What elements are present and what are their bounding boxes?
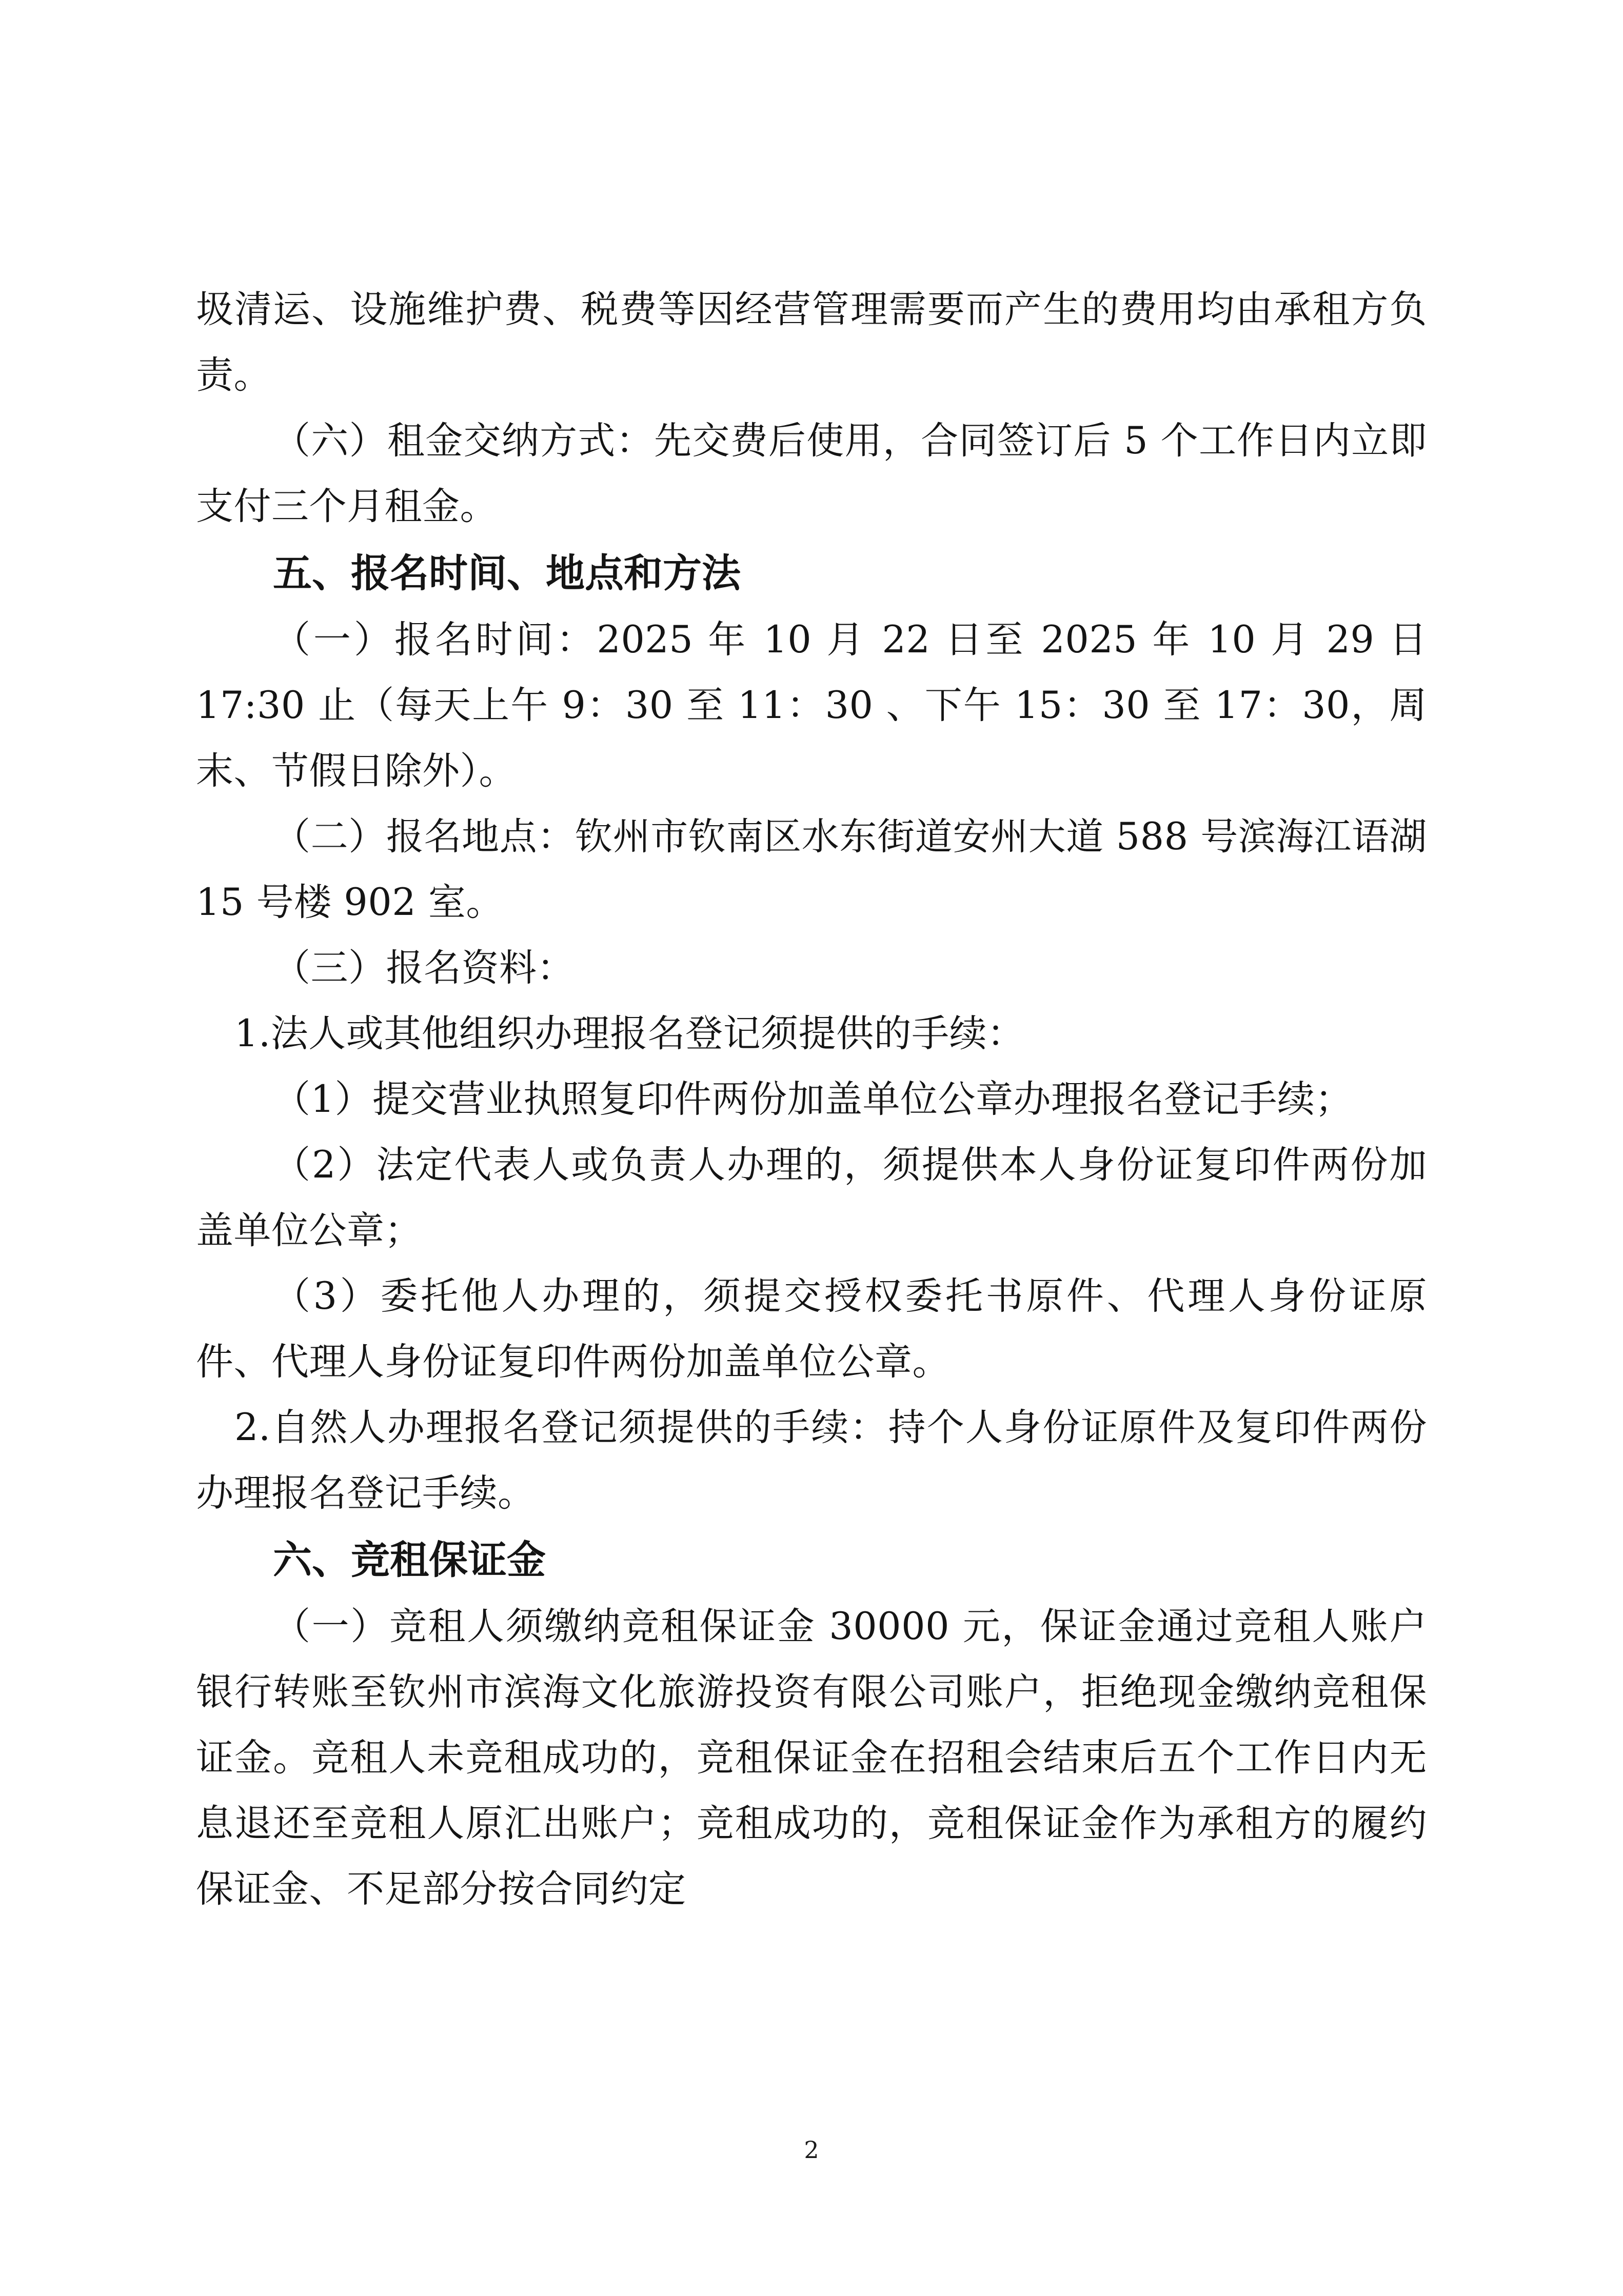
paragraph-requirement-item-2: （2）法定代表人或负责人办理的，须提供本人身份证复印件两份加盖单位公章； xyxy=(196,1143,1427,1252)
page-number: 2 xyxy=(804,2136,819,2164)
paragraph-legal-person-requirements: 1.法人或其他组织办理报名登记须提供的手续： xyxy=(234,1012,1025,1055)
heading-section-six: 六、竞租保证金 xyxy=(273,1537,546,1583)
paragraph-fees-continued: 圾清运、设施维护费、税费等因经营管理需要而产生的费用均由承租方负责。 xyxy=(196,288,1427,397)
paragraph-signup-place: （二）报名地点：钦州市钦南区水东街道安州大道 588 号滨海江语湖 15 号楼 902 室。 xyxy=(196,815,1427,924)
paragraph-rent-payment: （六）租金交纳方式：先交费后使用，合同签订后 5 个工作日内立即支付三个月租金。 xyxy=(196,419,1427,528)
paragraph-requirement-item-3: （3）委托他人办理的，须提交授权委托书原件、代理人身份证原件、代理人身份证复印件两份加盖单位公章。 xyxy=(196,1274,1427,1384)
paragraph-natural-person-requirements: 2.自然人办理报名登记须提供的手续：持个人身份证原件及复印件两份办理报名登记手续。 xyxy=(196,1406,1427,1515)
paragraph-signup-materials: （三）报名资料： xyxy=(273,946,575,990)
document-body xyxy=(196,277,1427,1922)
heading-section-five: 五、报名时间、地点和方法 xyxy=(273,550,741,596)
paragraph-requirement-item-1: （1）提交营业执照复印件两份加盖单位公章办理报名登记手续； xyxy=(273,1077,1353,1121)
paragraph-deposit: （一）竞租人须缴纳竞租保证金 30000 元，保证金通过竞租人账户银行转账至钦州市滨海文化旅游投资有限公司账户，拒绝现金缴纳竞租保证金。竞租人未竞租成功的，竞租保证金在招租会结束后五个工作日内无息退还至竞租人原汇出账户；竞租成功的，竞租保证金作为承租方的履约保证金、不足部分按合同约定 xyxy=(196,1605,1427,1911)
paragraph-signup-time: （一）报名时间：2025 年 10 月 22 日至 2025 年 10 月 29 日 17:30 止（每天上午 9：30 至 11：30 、下午 15：30 至 17：30，周末、节假日除外）。 xyxy=(196,618,1427,793)
